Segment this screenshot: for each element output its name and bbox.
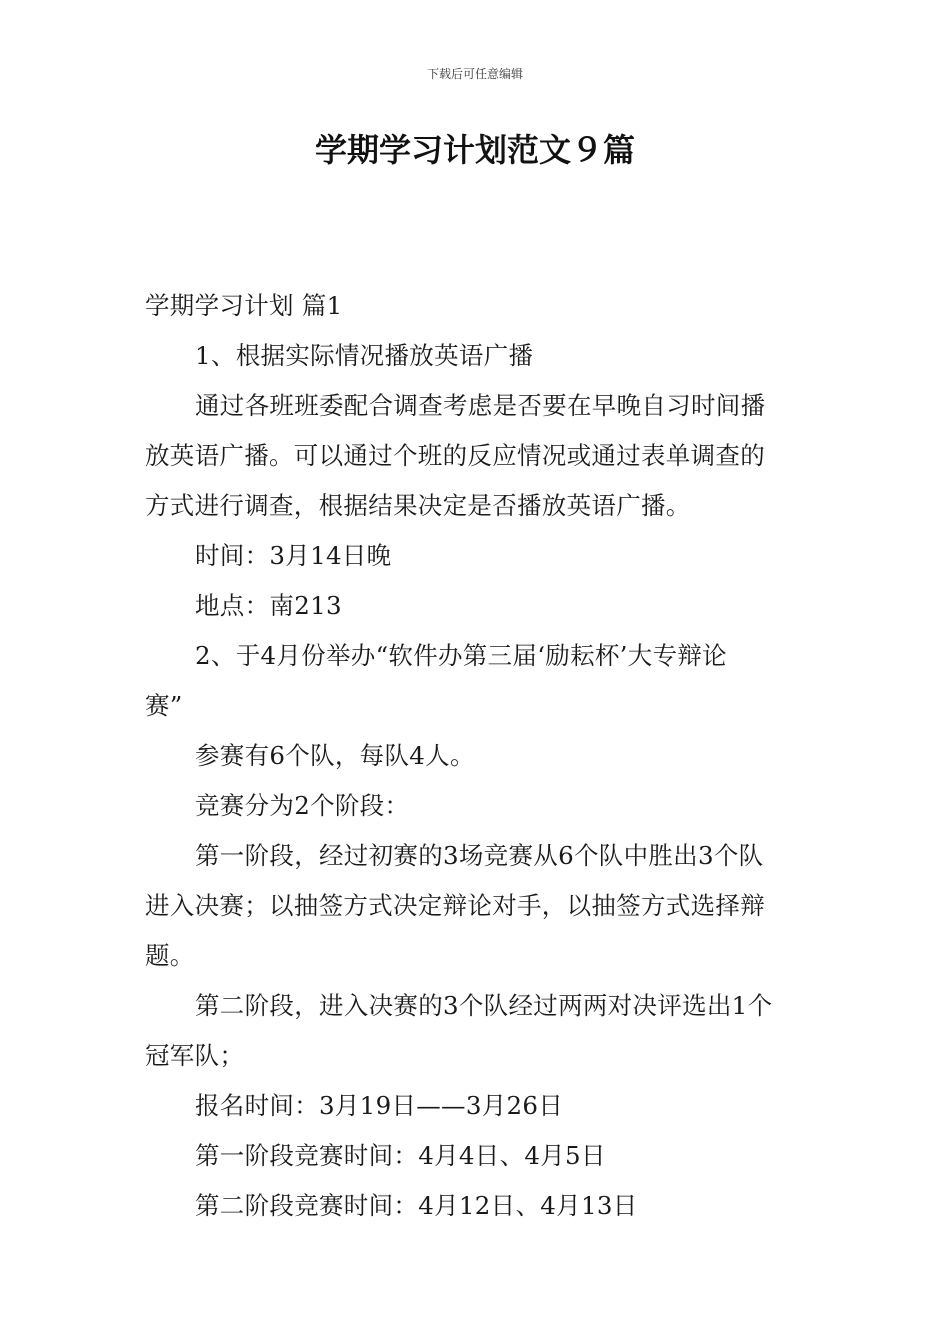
paragraph-line: 地点：南213 xyxy=(195,591,342,620)
paragraph-line: 进入决赛；以抽签方式决定辩论对手，以抽签方式选择辩 xyxy=(145,891,765,920)
paragraph-line: 1、根据实际情况播放英语广播 xyxy=(195,341,534,370)
paragraph-line: 第二阶段竞赛时间：4月12日、4月13日 xyxy=(195,1191,638,1220)
paragraph-line: 赛” xyxy=(145,691,183,720)
paragraph-line: 冠军队； xyxy=(145,1041,245,1070)
paragraph-line: 时间：3月14日晚 xyxy=(195,541,392,570)
document-title: 学期学习计划范文９篇 xyxy=(314,131,635,169)
paragraph-line: 竞赛分为2个阶段： xyxy=(195,791,410,820)
paragraph-line: 放英语广播。可以通过个班的反应情况或通过表单调查的 xyxy=(145,441,765,470)
paragraph-line: 方式进行调查，根据结果决定是否播放英语广播。 xyxy=(145,491,691,520)
paragraph-line: 第一阶段，经过初赛的3场竞赛从6个队中胜出3个队 xyxy=(195,841,764,870)
paragraph-line: 题。 xyxy=(145,941,195,970)
header-note: 下载后可任意编辑 xyxy=(426,67,523,81)
paragraph-line: 第一阶段竞赛时间：4月4日、4月5日 xyxy=(195,1141,606,1170)
document-body xyxy=(145,281,807,1231)
paragraph-line: 通过各班班委配合调查考虑是否要在早晚自习时间播 xyxy=(195,391,766,420)
paragraph-line: 2、于4月份举办“软件办第三届‘励耘杯’大专辩论 xyxy=(195,641,727,670)
section-heading: 学期学习计划 篇1 xyxy=(145,291,343,320)
paragraph-line: 参赛有6个队，每队4人。 xyxy=(195,741,475,770)
paragraph-line: 第二阶段，进入决赛的3个队经过两两对决评选出1个 xyxy=(195,991,773,1020)
paragraph-line: 报名时间：3月19日——3月26日 xyxy=(195,1091,564,1120)
